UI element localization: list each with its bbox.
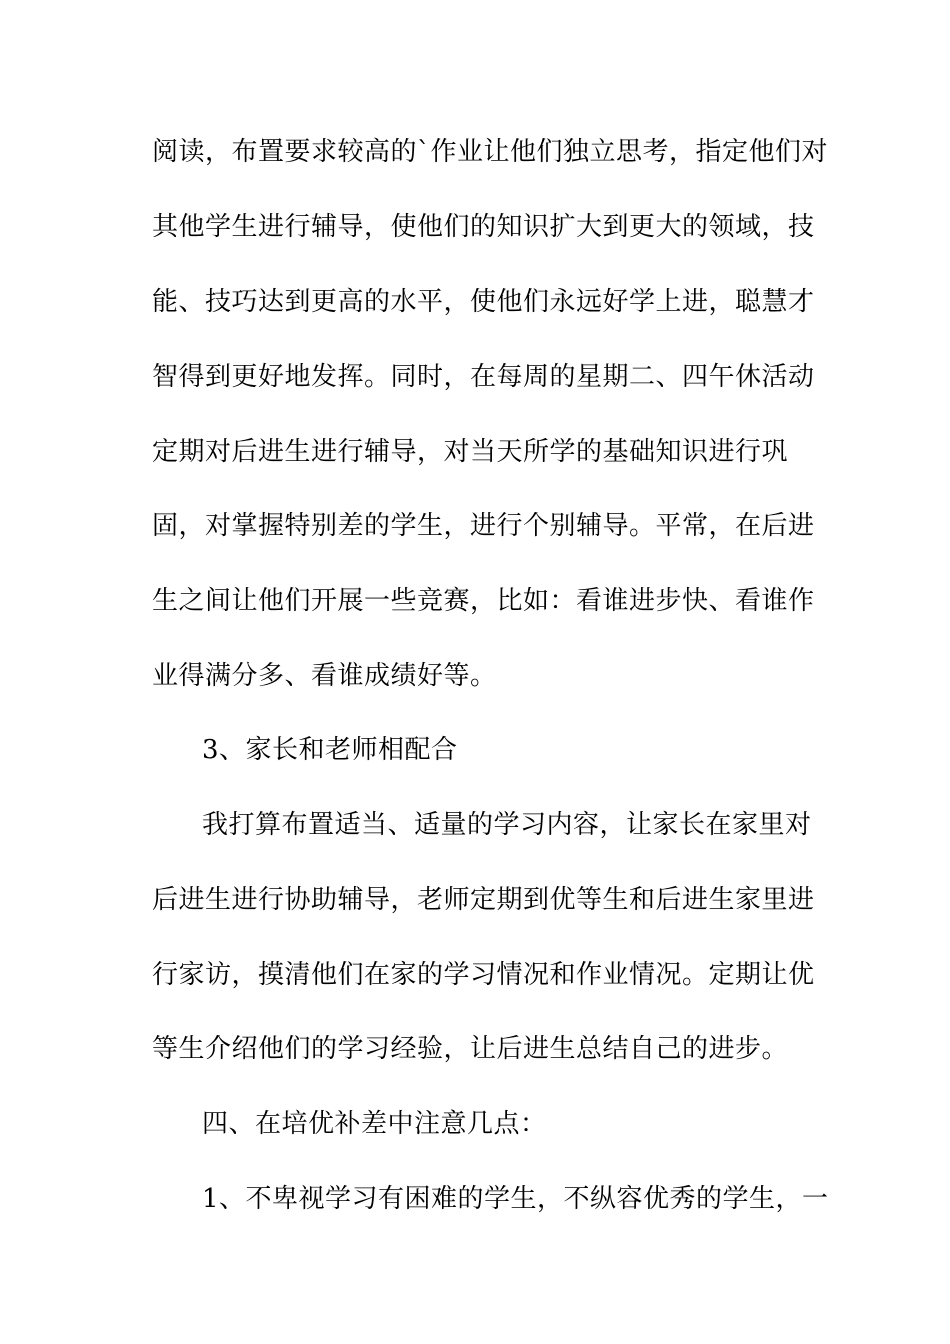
text-line: 业得满分多、看谁成绩好等。 xyxy=(152,661,497,691)
text-line: 行家访，摸清他们在家的学习情况和作业情况。定期让优 xyxy=(152,960,815,990)
section-heading: 3、家长和老师相配合 xyxy=(202,735,458,765)
paragraph-first-line: 我打算布置适当、适量的学习内容，让家长在家里对 xyxy=(202,810,812,840)
text-line: 能、技巧达到更高的水平，使他们永远好学上进，聪慧才 xyxy=(152,287,815,317)
text-line: 定期对后进生进行辅导，对当天所学的基础知识进行巩 xyxy=(152,437,789,467)
section-heading: 四、在培优补差中注意几点： xyxy=(202,1109,547,1139)
list-item-first-line: 1、不卑视学习有困难的学生，不纵容优秀的学生，一 xyxy=(202,1184,829,1214)
text-line: 智得到更好地发挥。同时，在每周的星期二、四午休活动 xyxy=(152,362,815,392)
text-line: 生之间让他们开展一些竞赛，比如：看谁进步快、看谁作 xyxy=(152,586,815,616)
text-line: 后进生进行协助辅导，老师定期到优等生和后进生家里进 xyxy=(152,885,815,915)
text-line: 等生介绍他们的学习经验，让后进生总结自己的进步。 xyxy=(152,1034,789,1064)
text-line: 其他学生进行辅导，使他们的知识扩大到更大的领域，技 xyxy=(152,212,815,242)
text-line: 阅读，布置要求较高的`作业让他们独立思考，指定他们对 xyxy=(152,137,829,167)
text-line: 固，对掌握特别差的学生，进行个别辅导。平常，在后进 xyxy=(152,511,815,541)
